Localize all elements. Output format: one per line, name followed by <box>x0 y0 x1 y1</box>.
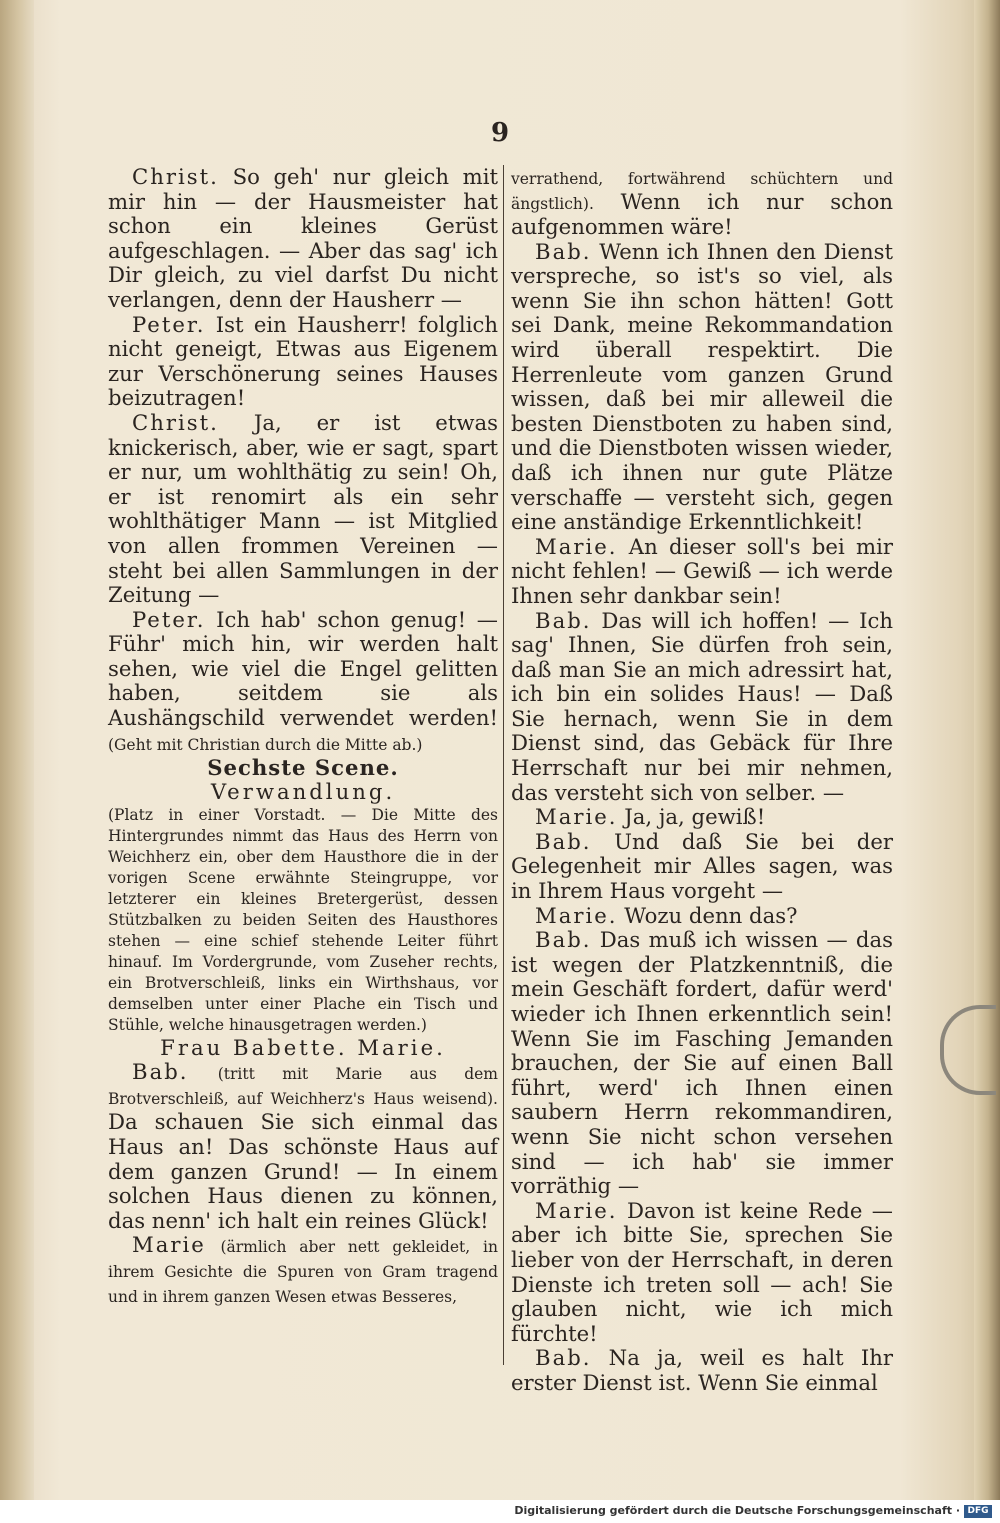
speaker-name: Marie. <box>535 533 618 559</box>
dialogue-paragraph <box>511 805 893 830</box>
speaker-name: Peter. <box>132 311 206 337</box>
stage-direction: (ärmlich aber nett gekleidet, in ihrem Gesichte die Spuren von Gram tragend und in ihrem ganzen Wesen etwas Besseres, <box>108 1238 498 1307</box>
dialogue-paragraph <box>108 608 498 756</box>
scene-subheading: Verwandlung. <box>210 779 396 805</box>
speaker-name: Marie. <box>535 804 618 830</box>
column-divider <box>503 165 504 1365</box>
page-edge <box>974 0 1000 1500</box>
funding-notice: Digitalisierung gefördert durch die Deutsche Forschungsgemeinschaft · <box>514 1504 960 1517</box>
dialogue-paragraph <box>108 165 498 313</box>
speaker-name: Christ. <box>132 409 219 435</box>
speaker-name: Marie. <box>535 902 618 928</box>
dialogue-text: Das muß ich wissen — das ist wegen der Platzkenntniß, die mein Geschäft fordert, dafür werd' wieder ich Ihnen erkenntlich sein! Wenn Sie im Fasching Jemanden brauchen, der Sie auf einen Ball führt, werd' ich Ihnen einen saubern Herrn rekommandiren, wenn Sie nicht schon versehen sind — ich hab' sie immer vorräthig — <box>511 927 893 1199</box>
speaker-name: Marie <box>132 1232 206 1258</box>
right-column <box>511 165 893 1396</box>
left-column <box>108 165 498 1308</box>
stage-direction: (tritt mit Marie aus dem Brotverschleiß, auf Weichherz's Haus weisend). <box>108 1065 498 1109</box>
dialogue-text: Ja, ja, gewiß! <box>624 804 766 830</box>
dialogue-text: Na ja, weil es halt Ihr erster Dienst ist. Wenn Sie einmal <box>511 1345 893 1395</box>
page-gutter <box>0 0 34 1500</box>
dialogue-paragraph <box>511 1346 893 1395</box>
dialogue-paragraph <box>108 411 498 608</box>
dialogue-text: So geh' nur gleich mit mir hin — der Hausmeister hat schon ein kleines Gerüst aufgeschlagen. — Aber das sag' ich Dir gleich, zu viel darfst Du nicht verlangen, denn der Hausherr — <box>108 164 498 312</box>
footer-bar <box>0 1500 1000 1523</box>
dialogue-paragraph <box>511 928 893 1199</box>
speaker-name: Christ. <box>132 164 219 189</box>
dialogue-paragraph <box>511 535 893 609</box>
dialogue-text: Ich hab' schon genug! — Führ' mich hin, wir werden halt sehen, wie viel die Engel gelitten haben, seitdem sie als Aushängschild verwendet werden! <box>108 606 498 731</box>
stage-direction: (Platz in einer Vorstadt. — Die Mitte des Hintergrundes nimmt das Haus des Herrn von Weichherz ein, ober dem Hausthore die in der vorigen Scene erwähnte Steingruppe, vor letzterer ein kleines Bretergerüst, dessen Stützbalken zu beiden Seiten des Hausthores stehen — eine schief stehende Leiter führt hinauf. Im Vordergrunde, vom Zuseher rechts, ein Brotverschleiß, links ein Wirthshaus, vor demselben unter einer Plache ein Tisch und Stühle, welche hinausgetragen werden.) <box>108 805 498 1034</box>
page-number: 9 <box>490 118 510 148</box>
speaker-name: Bab. <box>132 1059 189 1085</box>
dialogue-text: Das will ich hoffen! — Ich sag' Ihnen, Sie dürfen froh sein, daß man Sie an mich adressirt hat, ich bin ein solides Haus! — Daß Sie hernach, wenn Sie in dem Dienst sind, das Gebäck für Ihre Herrschaft nur bei mir nehmen, das versteht sich von selber. — <box>511 607 893 805</box>
scene-heading: Sechste Scene. <box>207 754 399 780</box>
dfg-logo: DFG <box>964 1505 992 1518</box>
dialogue-text: Und daß Sie bei der Gelegenheit mir Alles sagen, was in Ihrem Haus vorgeht — <box>511 828 893 904</box>
dialogue-text: Ja, er ist etwas knickerisch, aber, wie er sagt, spart er nur, um wohlthätig zu sein! Oh, er ist renomirt als ein sehr wohlthätiger Mann — ist Mitglied von allen frommen Vereinen — steht bei allen Sammlungen in der Zeitung — <box>108 409 498 608</box>
dialogue-text: Wenn ich Ihnen den Dienst verspreche, so ist's so viel, als wenn Sie ihn schon hätten! Gott sei Dank, meine Rekommandation wird überall respektirt. Die Herrenleute vom ganzen Grund wissen, daß bei mir alleweil die besten Dienstboten zu haben sind, und die Dienstboten wissen wieder, daß ich ihnen nur gute Plätze verschaffe — versteht sich, gegen eine anständige Erkenntlichkeit! <box>511 238 893 535</box>
character-list: Frau Babette. Marie. <box>160 1034 446 1060</box>
speaker-name: Bab. <box>535 607 592 633</box>
dialogue-paragraph <box>511 609 893 806</box>
speaker-name: Bab. <box>535 828 592 854</box>
dialogue-text: An dieser soll's bei mir nicht fehlen! — Gewiß — ich werde Ihnen sehr dankbar sein! <box>511 533 893 608</box>
dialogue-text: Da schauen Sie sich einmal das Haus an! Das schönste Haus auf dem ganzen Grund! — In einem solchen Haus dienen zu können, das nenn' ich halt ein reines Glück! <box>108 1109 498 1233</box>
dialogue-paragraph <box>511 240 893 535</box>
stage-direction: verrathend, fortwährend schüchtern und ängstlich). <box>511 170 893 213</box>
stage-direction: (Geht mit Christian durch die Mitte ab.) <box>108 735 423 754</box>
dialogue-paragraph <box>511 1199 893 1347</box>
speaker-name: Bab. <box>535 927 592 953</box>
dialogue-text: Ist ein Hausherr! folglich nicht geneigt, Etwas aus Eigenem zur Verschönerung seines Hauses beizutragen! <box>108 311 498 411</box>
speaker-name: Bab. <box>535 1345 592 1371</box>
dialogue-paragraph <box>108 1233 498 1308</box>
dialogue-paragraph <box>511 830 893 904</box>
paper-clip <box>940 1005 996 1095</box>
dialogue-text: Davon ist keine Rede — aber ich bitte Sie, sprechen Sie lieber von der Herrschaft, in deren Dienste ich treten soll — ach! Sie glauben nicht, wie ich mich fürchte! <box>511 1197 893 1346</box>
dialogue-paragraph <box>511 904 893 929</box>
speaker-name: Bab. <box>535 238 592 264</box>
speaker-name: Marie. <box>535 1197 618 1223</box>
dialogue-paragraph <box>511 165 893 240</box>
dialogue-text: Wozu denn das? <box>624 902 798 928</box>
dialogue-paragraph <box>108 313 498 411</box>
speaker-name: Peter. <box>132 606 206 632</box>
dialogue-paragraph <box>108 1060 498 1233</box>
dialogue-text: Wenn ich nur schon aufgenommen wäre! <box>511 189 893 239</box>
